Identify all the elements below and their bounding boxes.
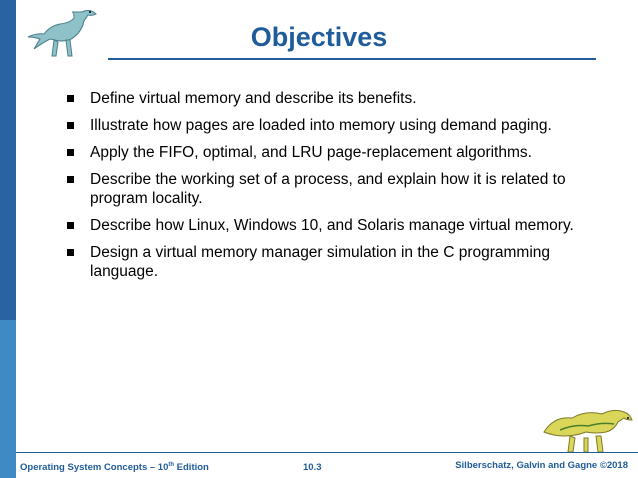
list-item <box>64 216 604 235</box>
footer-divider <box>16 452 638 453</box>
footer-book-sup: th <box>168 462 175 468</box>
dinosaur-icon <box>540 402 636 458</box>
square-bullet-icon <box>67 176 74 183</box>
list-item <box>64 116 604 135</box>
bullet-text: Describe how Linux, Windows 10, and Solaris manage virtual memory. <box>90 217 574 234</box>
square-bullet-icon <box>67 122 74 129</box>
slide-title: Objectives <box>250 22 388 52</box>
footer-book-prefix: Operating System Concepts – 10 <box>20 462 169 474</box>
square-bullet-icon <box>67 249 74 256</box>
footer-book-title <box>20 462 209 473</box>
bullet-text: Define virtual memory and describe its benefits. <box>90 90 417 107</box>
title-underline <box>108 58 596 60</box>
footer-page-number: 10.3 <box>303 462 322 473</box>
square-bullet-icon <box>67 95 74 102</box>
list-item <box>64 143 604 162</box>
list-item <box>64 89 604 108</box>
footer-book-suffix: Edition <box>174 462 209 474</box>
bullet-text: Describe the working set of a process, and explain how it is related to program locality. <box>90 171 566 207</box>
sidebar-stripe-light <box>0 320 16 478</box>
list-item <box>64 243 604 281</box>
bullet-text: Illustrate how pages are loaded into memory using demand paging. <box>90 117 552 134</box>
list-item <box>64 170 604 208</box>
footer-copyright: Silberschatz, Galvin and Gagne ©2018 <box>455 460 628 471</box>
bullet-text: Apply the FIFO, optimal, and LRU page-replacement algorithms. <box>90 144 532 161</box>
bullet-text: Design a virtual memory manager simulation in the C programming language. <box>90 244 551 280</box>
left-sidebar-bar <box>0 0 16 478</box>
square-bullet-icon <box>67 149 74 156</box>
objectives-list <box>64 89 604 289</box>
square-bullet-icon <box>67 222 74 229</box>
